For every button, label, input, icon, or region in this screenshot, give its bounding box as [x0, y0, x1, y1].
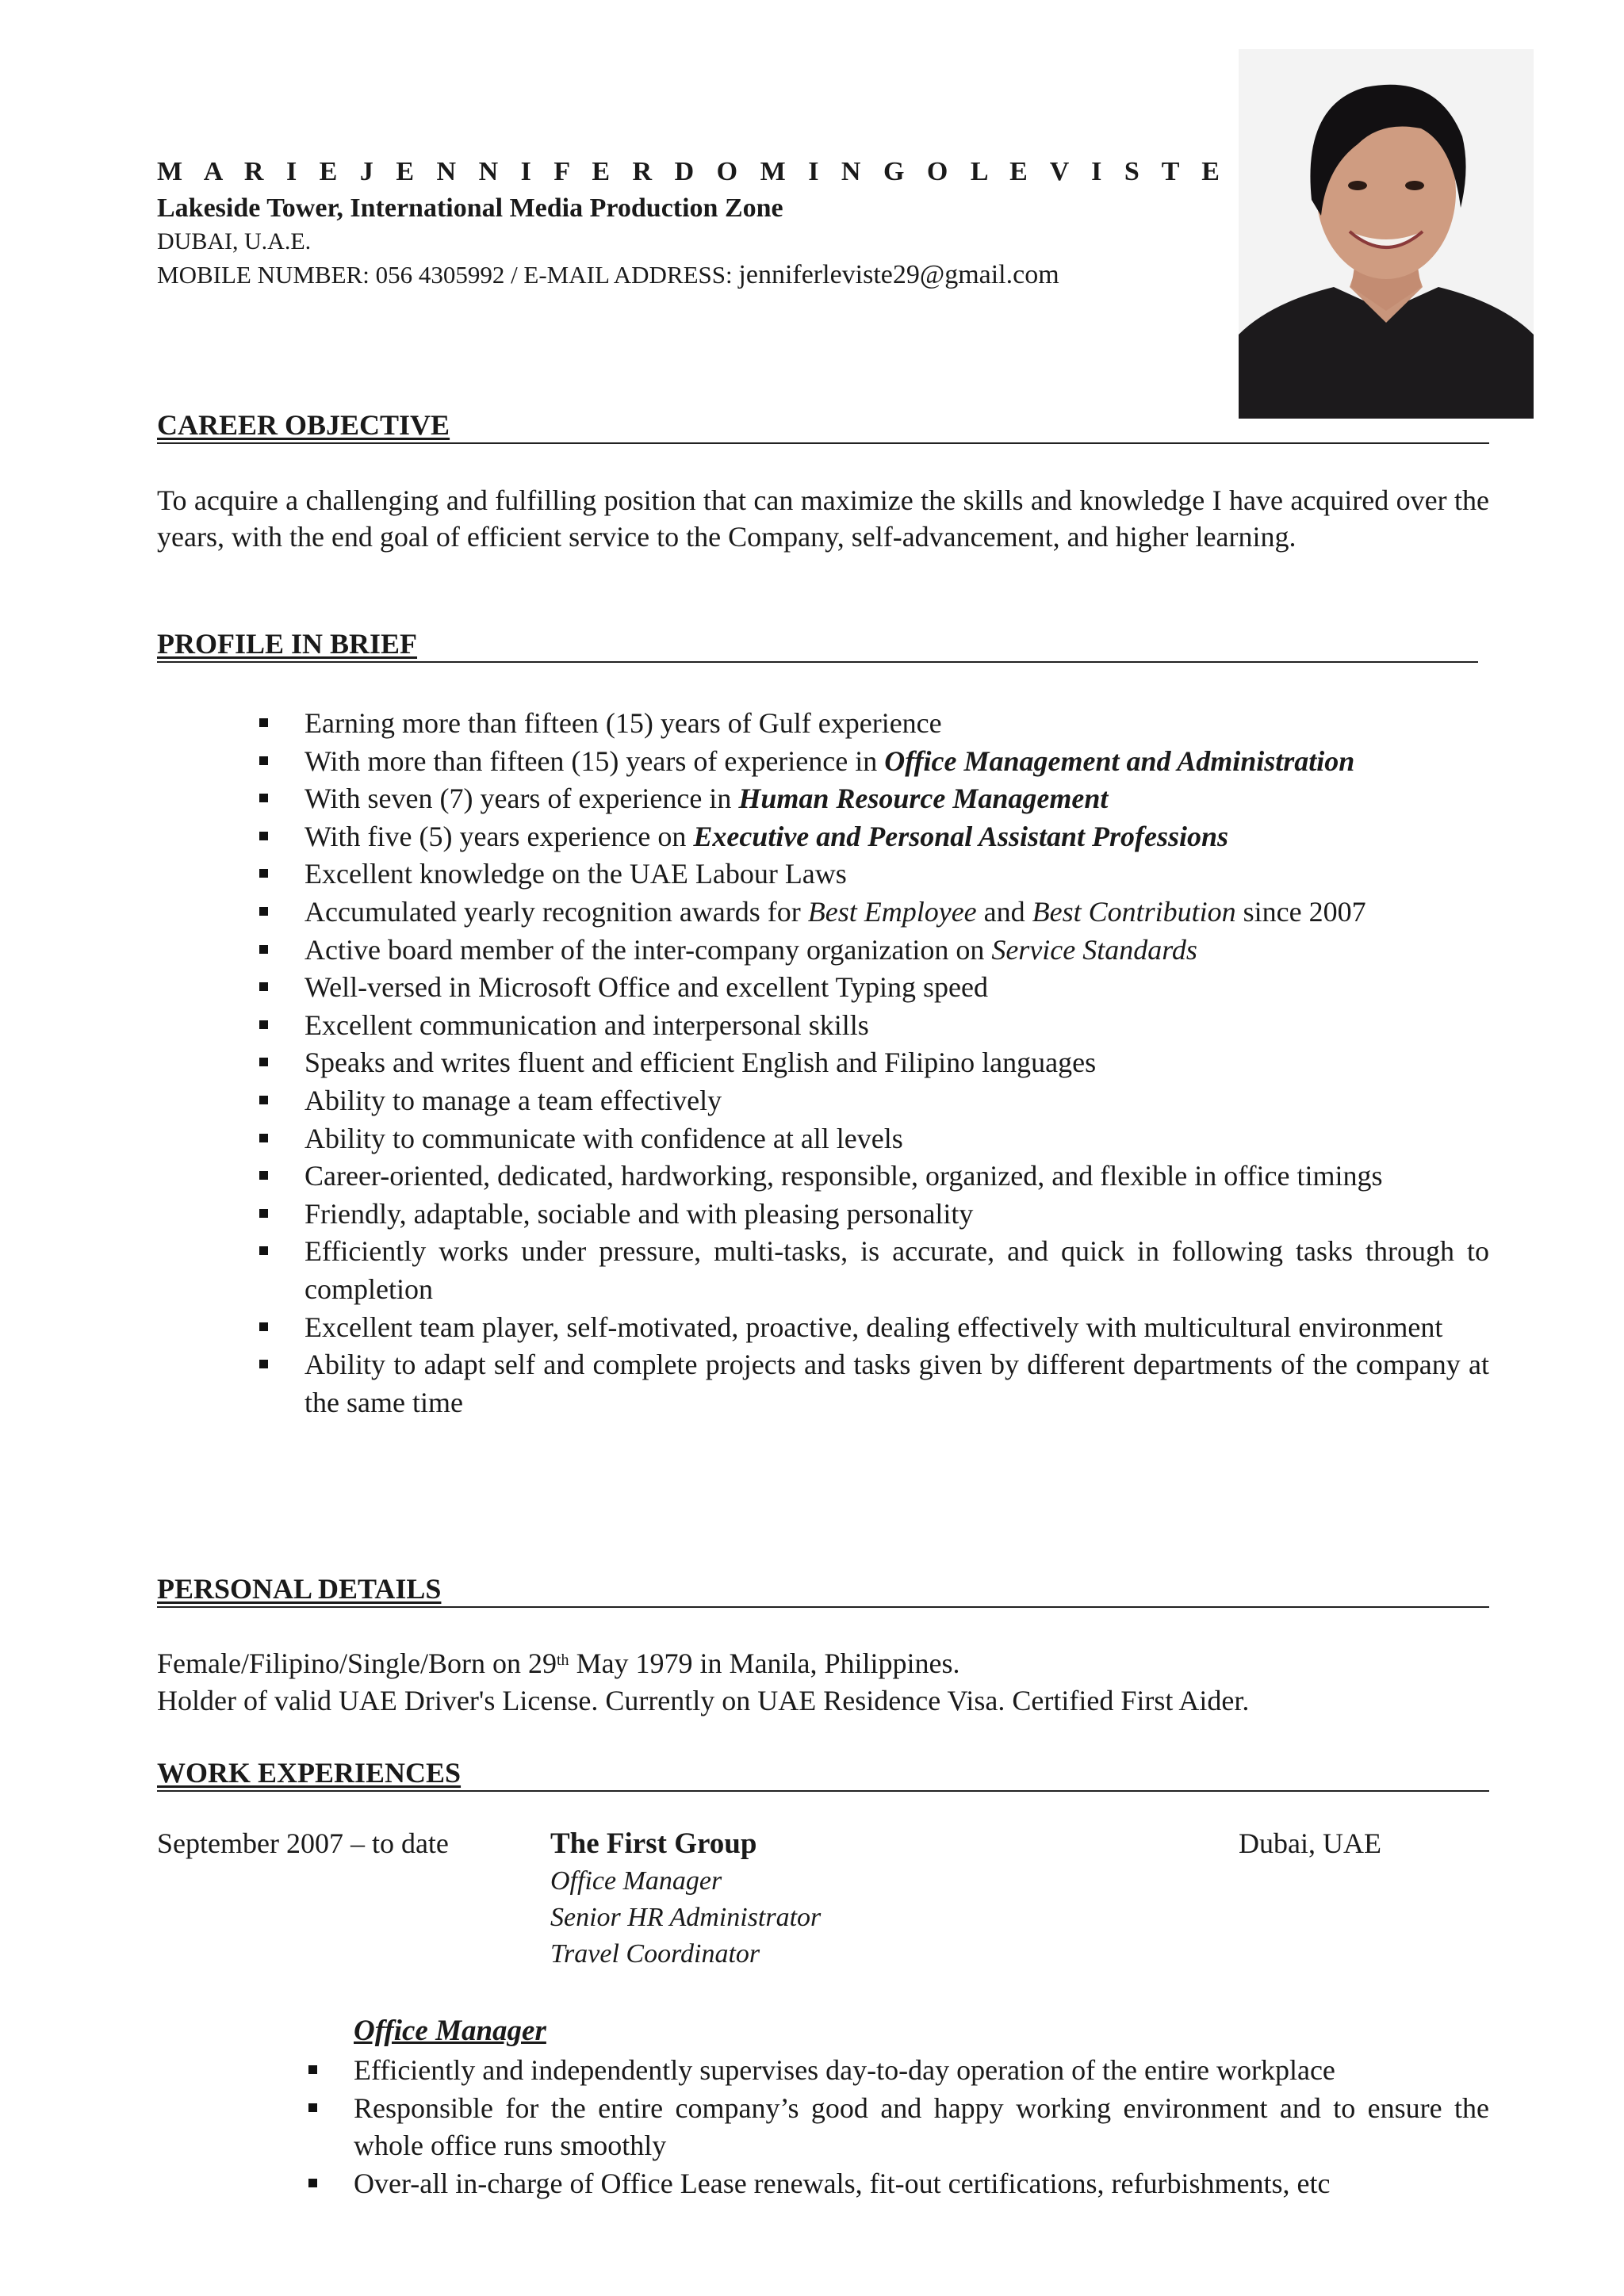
address-line-2: DUBAI, U.A.E.: [157, 228, 312, 254]
list-item: Ability to communicate with confidence at all levels: [255, 1120, 1489, 1158]
list-item: With five (5) years experience on Executive and Personal Assistant Professions: [255, 818, 1489, 856]
list-item: Career-oriented, dedicated, hardworking, responsible, organized, and flexible in office timings: [255, 1158, 1489, 1196]
list-item: Efficiently and independently supervises day-to-day operation of the entire workplace: [304, 2052, 1489, 2090]
applicant-name: M A R I E J E N N I F E R D O M I N G O L E V I S T E: [157, 157, 1228, 186]
duties-bullet-list: [304, 2052, 1489, 2202]
list-item: Friendly, adaptable, sociable and with pleasing personality: [255, 1196, 1489, 1234]
profile-photo: [1239, 49, 1534, 419]
section-personal-details: [157, 1571, 1489, 1608]
employment-dates: September 2007 – to date: [157, 1827, 449, 1859]
job-role: Travel Coordinator: [550, 1939, 760, 1969]
email-address: jenniferleviste29@gmail.com: [738, 260, 1059, 289]
role-subheading: Office Manager: [354, 2015, 546, 2047]
company-name: The First Group: [550, 1827, 757, 1860]
list-item: Ability to manage a team effectively: [255, 1082, 1489, 1120]
list-item: Over-all in-charge of Office Lease renewals, fit-out certifications, refurbishments, etc: [304, 2165, 1489, 2203]
list-item: Earning more than fifteen (15) years of Gulf experience: [255, 705, 1489, 743]
contact-line: [157, 260, 1059, 290]
job-role: Office Manager: [550, 1866, 722, 1896]
list-item: Excellent team player, self-motivated, proactive, dealing effectively with multicultural environment: [255, 1309, 1489, 1347]
section-title-profile: PROFILE IN BRIEF: [157, 628, 418, 660]
list-item: With seven (7) years of experience in Human Resource Management: [255, 780, 1489, 818]
list-item: Responsible for the entire company’s good and happy working environment and to ensure the whole office runs smoothly: [304, 2090, 1489, 2165]
list-item: Ability to adapt self and complete projects and tasks given by different departments of the company at the same time: [255, 1346, 1489, 1422]
list-item: Well-versed in Microsoft Office and excellent Typing speed: [255, 969, 1489, 1007]
section-profile-in-brief: [157, 626, 1478, 663]
section-career-objective: [157, 408, 1489, 444]
profile-bullet-list: [255, 705, 1489, 1422]
personal-line-2: Holder of valid UAE Driver's License. Currently on UAE Residence Visa. Certified First Aider.: [157, 1685, 1250, 1716]
contact-prefix: MOBILE NUMBER: 056 4305992 / E-MAIL ADDRESS:: [157, 261, 739, 289]
list-item: Accumulated yearly recognition awards for Best Employee and Best Contribution since 2007: [255, 894, 1489, 932]
address-line-1: Lakeside Tower, International Media Production Zone: [157, 193, 783, 223]
list-item: Efficiently works under pressure, multi-tasks, is accurate, and quick in following tasks through to completion: [255, 1233, 1489, 1308]
personal-line-1: Female/Filipino/Single/Born on 29th May 1979 in Manila, Philippines.: [157, 1647, 960, 1679]
section-work-experiences: [157, 1755, 1489, 1792]
list-item: Excellent communication and interpersonal skills: [255, 1007, 1489, 1045]
section-title-personal: PERSONAL DETAILS: [157, 1573, 442, 1605]
job-role: Senior HR Administrator: [550, 1903, 822, 1932]
list-item: Speaks and writes fluent and efficient English and Filipino languages: [255, 1044, 1489, 1082]
portrait-illustration: [1239, 49, 1534, 419]
list-item: With more than fifteen (15) years of experience in Office Management and Administration: [255, 743, 1489, 781]
career-objective-text: To acquire a challenging and fulfilling position that can maximize the skills and knowledge I have acquired over the years, with the end goal of efficient service to the Company, self-advancement, and higher learning.: [157, 484, 1489, 553]
company-location: Dubai, UAE: [1239, 1827, 1381, 1859]
section-title-work: WORK EXPERIENCES: [157, 1757, 462, 1789]
list-item: Excellent knowledge on the UAE Labour Laws: [255, 855, 1489, 894]
section-title-career-objective: CAREER OBJECTIVE: [157, 409, 450, 441]
list-item: Active board member of the inter-company organization on Service Standards: [255, 932, 1489, 970]
personal-details-text: [157, 1645, 1489, 1720]
